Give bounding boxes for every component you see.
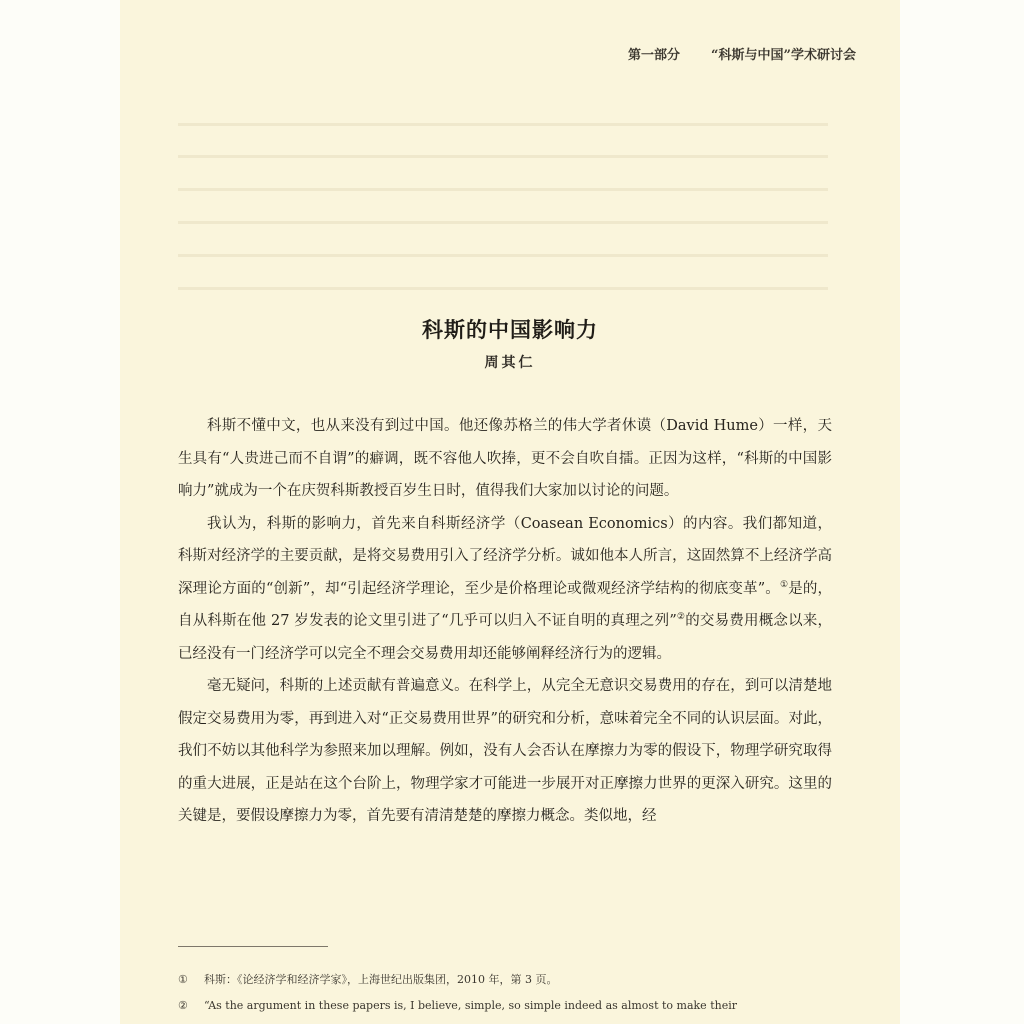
running-head-title: “科斯与中国”学术研讨会 xyxy=(711,48,856,63)
footnote-text: 科斯：《论经济学和经济学家》，上海世纪出版集团，2010 年，第 3 页。 xyxy=(204,973,558,986)
article-title: 科斯的中国影响力 xyxy=(422,317,598,342)
running-head-part: 第一部分 xyxy=(627,48,680,63)
footnote xyxy=(178,993,838,1019)
paragraph: 科斯不懂中文，也从来没有到过中国。他还像苏格兰的伟大学者休谟（David Hume）一样，天生具有“人贵进己而不自谓”的癖调，既不容他人吹捧，更不会自吹自擂。正因为这样，“科斯的中国影响力”就成为一个在庆贺科斯教授百岁生日时，值得我们大家加以讨论的问题。 xyxy=(178,418,832,499)
article-author: 周其仁 xyxy=(484,355,536,371)
running-head xyxy=(628,44,856,63)
footnote-ref: ② xyxy=(676,612,686,623)
footnote-text: “As the argument in these papers is, I believe, simple, so simple indeed as almost to make their xyxy=(204,999,737,1012)
show-through-line xyxy=(178,287,828,290)
footnote-mark: ② xyxy=(178,999,188,1012)
paragraph: 我认为，科斯的影响力，首先来自科斯经济学（Coasean Economics）的内容。我们都知道，科斯对经济学的主要贡献，是将交易费用引入了经济学分析。诚如他本人所言，这固然算不上经济学高深理论方面的“创新”，却“引起经济学理论，至少是价格理论或微观经济学结构的彻底变革”。①是的，自从科斯在他 27 岁发表的论文里引进了“几乎可以归入不证自明的真理之列”②的交易费用概念以来，已经没有一门经济学可以完全不理会交易费用却还能够阐释经济行为的逻辑。 xyxy=(178,515,833,662)
show-through-line xyxy=(178,254,828,257)
show-through-line xyxy=(178,123,828,126)
book-page xyxy=(120,0,900,1024)
footnote-mark: ① xyxy=(178,973,188,986)
footnote-rule xyxy=(178,946,328,947)
show-through-line xyxy=(178,155,828,158)
footnotes xyxy=(178,967,838,1019)
show-through-line xyxy=(178,188,828,191)
footnote-ref: ① xyxy=(779,579,789,590)
footnote xyxy=(178,967,838,993)
paragraph: 毫无疑问，科斯的上述贡献有普遍意义。在科学上，从完全无意识交易费用的存在，到可以清楚地假定交易费用为零，再到进入对“正交易费用世界”的研究和分析，意味着完全不同的认识层面。对此，我们不妨以其他科学为参照来加以理解。例如，没有人会否认在摩擦力为零的假设下，物理学研究取得的重大进展，正是站在这个台阶上，物理学家才可能进一步展开对正摩擦力世界的更深入研究。这里的关键是，要假设摩擦力为零，首先要有清清楚楚的摩擦力概念。类似地，经 xyxy=(178,678,832,824)
article-body xyxy=(178,410,832,833)
show-through-line xyxy=(178,221,828,224)
